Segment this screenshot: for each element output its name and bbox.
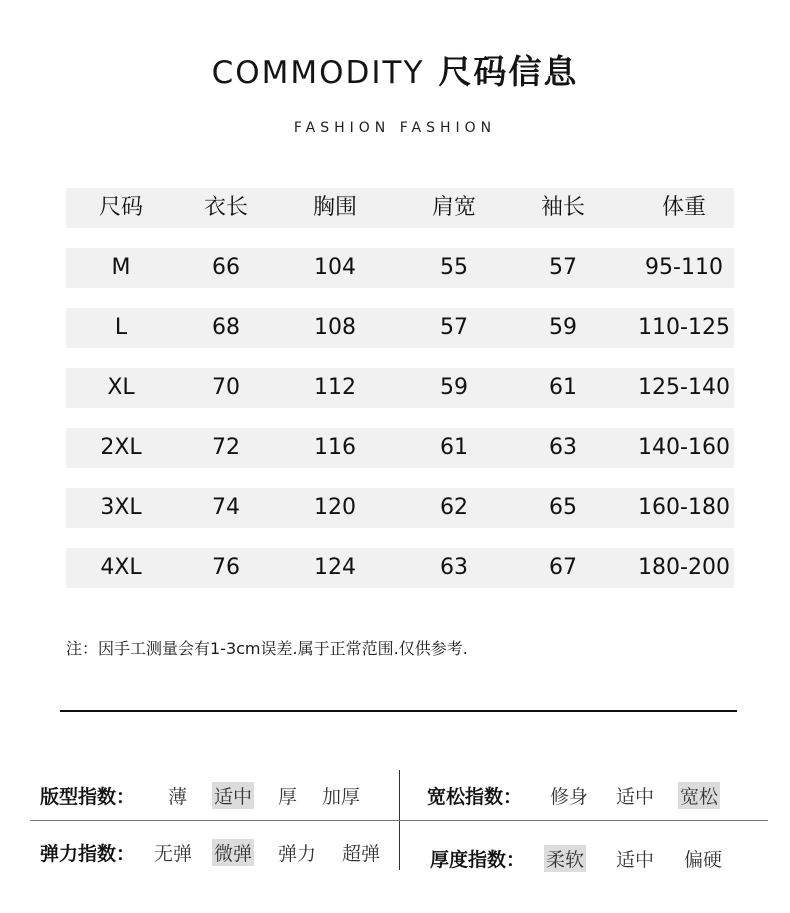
fit-option-selected: 适中 — [212, 782, 254, 809]
table-cell: 74 — [212, 495, 240, 520]
table-cell: 140-160 — [638, 435, 730, 460]
thickness-index-label-text: 厚度指数： — [430, 849, 526, 871]
fit-option: 厚 — [278, 786, 298, 808]
table-row — [66, 548, 734, 588]
table-cell: 57 — [549, 255, 577, 280]
looseness-option-selected: 宽松 — [678, 782, 720, 809]
section-divider — [60, 710, 737, 712]
elasticity-index-label-text: 弹力指数： — [40, 843, 136, 865]
looseness-index-label — [427, 782, 522, 809]
title-zh: 尺码信息 — [438, 52, 579, 91]
table-cell: M — [111, 255, 131, 280]
table-header-cell: 胸围 — [312, 195, 357, 220]
table-header-cell: 尺码 — [98, 195, 143, 220]
table-cell: 63 — [440, 555, 468, 580]
table-cell: 63 — [549, 435, 577, 460]
looseness-index-label-text: 宽松指数： — [427, 786, 523, 808]
fit-index-label — [40, 782, 135, 809]
table-header-cell: 肩宽 — [431, 195, 476, 220]
table-cell: 70 — [212, 375, 240, 400]
thickness-index-label — [430, 845, 525, 872]
table-cell: 108 — [314, 315, 356, 340]
table-cell: 61 — [440, 435, 468, 460]
table-cell: 59 — [549, 315, 577, 340]
table-row — [66, 368, 734, 408]
table-cell: 104 — [314, 255, 356, 280]
table-cell: XL — [107, 375, 135, 400]
table-cell: 124 — [314, 555, 356, 580]
thickness-option: 偏硬 — [684, 849, 723, 871]
table-cell: 67 — [549, 555, 577, 580]
measurement-note: 注：因手工测量会有1-3cm误差.属于正常范围.仅供参考. — [66, 639, 468, 658]
table-cell: 66 — [212, 255, 240, 280]
table-row — [66, 488, 734, 528]
page-title — [0, 46, 790, 93]
fit-option: 薄 — [168, 786, 188, 808]
elasticity-option-selected: 微弹 — [212, 839, 254, 866]
table-cell: 112 — [314, 375, 356, 400]
elasticity-option: 超弹 — [342, 843, 381, 865]
thickness-option-selected: 柔软 — [544, 845, 586, 872]
table-cell: 3XL — [100, 495, 142, 520]
table-cell: L — [114, 315, 128, 340]
table-header-cell: 衣长 — [203, 195, 248, 220]
table-row — [66, 428, 734, 468]
table-cell: 120 — [314, 495, 356, 520]
fit-option: 加厚 — [322, 786, 361, 808]
table-cell: 76 — [212, 555, 240, 580]
table-cell: 65 — [549, 495, 577, 520]
table-cell: 59 — [440, 375, 468, 400]
elasticity-option: 弹力 — [278, 843, 317, 865]
table-cell: 110-125 — [638, 315, 730, 340]
table-header-cell: 袖长 — [540, 195, 585, 220]
table-cell: 61 — [549, 375, 577, 400]
title-en: COMMODITY — [211, 55, 425, 91]
table-cell: 160-180 — [638, 495, 730, 520]
table-cell: 68 — [212, 315, 240, 340]
table-row — [66, 308, 734, 348]
table-cell: 55 — [440, 255, 468, 280]
table-cell: 62 — [440, 495, 468, 520]
table-cell: 57 — [440, 315, 468, 340]
table-row — [66, 248, 734, 288]
table-cell: 180-200 — [638, 555, 730, 580]
elasticity-option: 无弹 — [154, 843, 193, 865]
table-cell: 72 — [212, 435, 240, 460]
table-cell: 125-140 — [638, 375, 730, 400]
looseness-option: 修身 — [550, 786, 589, 808]
table-cell: 4XL — [100, 555, 142, 580]
table-cell: 2XL — [100, 435, 142, 460]
elasticity-index-label — [40, 839, 135, 866]
attribute-horizontal-divider — [30, 820, 768, 821]
table-header-cell: 体重 — [661, 195, 706, 220]
fit-index-label-text: 版型指数： — [40, 786, 136, 808]
table-cell: 116 — [314, 435, 356, 460]
thickness-option: 适中 — [616, 849, 655, 871]
table-cell: 95-110 — [645, 255, 723, 280]
page-subtitle: FASHION FASHION — [293, 120, 497, 136]
table-header-row — [66, 188, 734, 228]
looseness-option: 适中 — [616, 786, 655, 808]
